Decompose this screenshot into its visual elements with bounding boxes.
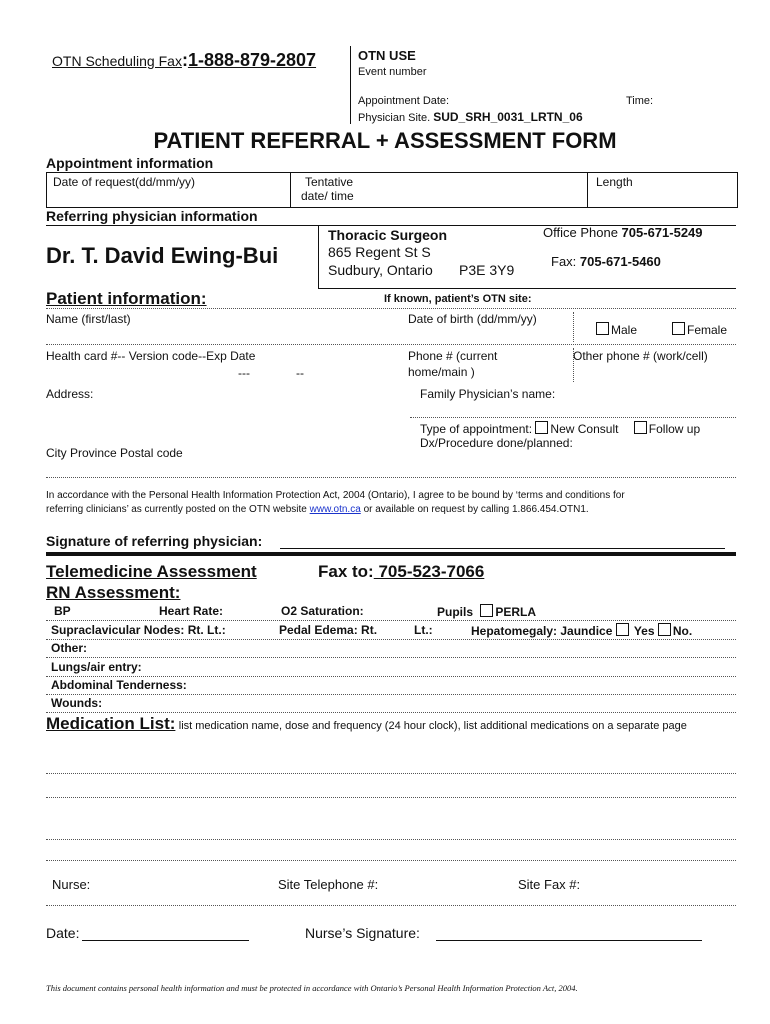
nurse-signature-line[interactable] [436, 940, 702, 941]
patient-name-field[interactable]: Name (first/last) [46, 312, 131, 326]
supraclavicular-field[interactable]: Supraclavicular Nodes: Rt. Lt.: [51, 623, 226, 637]
health-card-dash-2: -- [296, 366, 304, 380]
appointment-type [420, 421, 700, 436]
rn-rule-2 [46, 639, 736, 640]
rn-rule-5 [46, 694, 736, 695]
bp-field[interactable]: BP [54, 604, 71, 618]
patient-otn-site-label: If known, patient’s OTN site: [384, 293, 532, 305]
site-telephone-field[interactable]: Site Telephone #: [278, 877, 379, 892]
medication-list [46, 714, 687, 734]
family-physician-rule [410, 417, 736, 418]
referring-address: 865 Regent St S [328, 244, 431, 260]
consent-line-2-post: or available on request by calling 1.866.454.OTN1. [363, 504, 589, 515]
consent-line-2-pre: referring clinicians’ as currently posted on the OTN website [46, 504, 307, 515]
telemedicine-fax-number: 705-523-7066 [373, 562, 485, 581]
otn-use-label: OTN USE [358, 48, 416, 63]
dob-divider [573, 312, 574, 342]
referring-bottom-rule [318, 288, 736, 289]
header-divider [350, 46, 351, 124]
rn-rule-6 [46, 712, 736, 713]
footer-notice: This document contains personal health information and must be protected in accordance with Ontario’s Personal Health Information Protection Act, 2004. [46, 983, 578, 993]
physician-site [358, 110, 583, 124]
female-checkbox[interactable] [672, 322, 685, 335]
appointment-date-label: Appointment Date: [358, 95, 450, 107]
office-phone-number: 705-671-5249 [621, 225, 703, 240]
medication-line-3[interactable] [46, 839, 736, 840]
telemedicine-heading: Telemedicine Assessment [46, 562, 257, 581]
length-field[interactable]: Length [596, 175, 633, 189]
referring-specialty: Thoracic Surgeon [328, 227, 448, 243]
new-consult-checkbox[interactable] [535, 421, 548, 434]
yes-label: Yes [633, 624, 655, 638]
no-checkbox[interactable] [658, 623, 671, 636]
perla-checkbox[interactable] [480, 604, 493, 617]
patient-bottom-rule [46, 477, 736, 478]
no-label: No. [672, 624, 693, 638]
pedal-edema-lt-field[interactable]: Lt.: [414, 623, 433, 637]
family-physician-field[interactable]: Family Physician’s name: [420, 387, 556, 401]
time-label: Time: [626, 95, 654, 107]
female-option[interactable] [672, 322, 727, 337]
pupils-label: Pupils [437, 605, 474, 619]
dx-procedure-field[interactable]: Dx/Procedure done/planned: [420, 436, 573, 450]
consent-line-2 [46, 503, 736, 517]
address-field[interactable]: Address: [46, 387, 94, 401]
signature-label: Signature of referring physician: [46, 533, 263, 549]
otn-fax-label: OTN Scheduling Fax [52, 53, 182, 69]
telemedicine-fax-label: Fax to: [318, 562, 374, 581]
appointment-heading: Appointment information [46, 155, 214, 171]
male-option[interactable] [596, 322, 637, 337]
patient-dob-field[interactable]: Date of birth (dd/mm/yy) [408, 312, 537, 326]
consent-text [46, 489, 736, 517]
health-card-dash-1: --- [238, 366, 250, 380]
male-checkbox[interactable] [596, 322, 609, 335]
otn-fax-number: 1-888-879-2807 [187, 50, 317, 70]
referring-doctor-name: Dr. T. David Ewing-Bui [46, 243, 279, 268]
heart-rate-field[interactable]: Heart Rate: [159, 604, 224, 618]
rn-rule-3 [46, 657, 736, 658]
event-number-label: Event number [358, 66, 427, 78]
fax-colon: : [181, 50, 188, 70]
patient-rule [46, 308, 736, 309]
rn-rule-1 [46, 620, 736, 621]
jaundice-checkbox[interactable] [616, 623, 629, 636]
patient-heading: Patient information: [46, 289, 207, 308]
referring-divider [318, 226, 319, 288]
date-of-request-field[interactable]: Date of request(dd/mm/yy) [53, 175, 196, 189]
medication-line-4[interactable] [46, 860, 736, 861]
pupils [437, 604, 536, 619]
patient-rule-2 [46, 344, 736, 345]
rn-rule-4 [46, 676, 736, 677]
health-card-field[interactable]: Health card #-- Version code--Exp Date [46, 349, 256, 363]
otn-website-link[interactable]: www.otn.ca [309, 504, 361, 515]
medication-line-2[interactable] [46, 797, 736, 798]
site-fax-field[interactable]: Site Fax #: [518, 877, 581, 892]
medication-note: list medication name, dose and frequency (24 hour clock), list additional medications on a separate page [178, 720, 687, 732]
appt-divider-2 [587, 173, 588, 207]
new-consult-label: New Consult [550, 422, 619, 436]
pedal-edema-field[interactable]: Pedal Edema: Rt. [279, 623, 378, 637]
other-phone-field[interactable]: Other phone # (work/cell) [573, 349, 708, 363]
referring-fax-number: 705-671-5460 [579, 254, 661, 269]
hepatomegaly [471, 623, 692, 638]
phone-field-line2: home/main ) [408, 365, 475, 379]
physician-site-value: SUD_SRH_0031_LRTN_06 [433, 110, 583, 124]
nurse-signature-label: Nurse’s Signature: [305, 925, 420, 941]
tentative-field[interactable]: Tentative [305, 175, 354, 189]
referring-fax [551, 254, 661, 269]
referring-heading: Referring physician information [46, 208, 258, 224]
referring-fax-label: Fax: [551, 254, 577, 269]
follow-up-checkbox[interactable] [634, 421, 647, 434]
signature-line[interactable] [280, 548, 725, 549]
form-title: PATIENT REFERRAL + ASSESSMENT FORM [153, 128, 617, 153]
referring-city: Sudbury, Ontario [328, 262, 433, 278]
office-phone-label: Office Phone [543, 225, 618, 240]
telemedicine-fax [318, 562, 484, 582]
lungs-field[interactable]: Lungs/air entry: [51, 660, 142, 674]
perla-label: PERLA [495, 605, 537, 619]
nurse-field[interactable]: Nurse: [52, 877, 91, 892]
section-divider-bar [46, 552, 736, 556]
city-province-postal-field[interactable]: City Province Postal code [46, 446, 183, 460]
referring-postal: P3E 3Y9 [459, 262, 515, 278]
appointment-type-label: Type of appointment: [420, 422, 533, 436]
nurse-rule [46, 905, 736, 906]
consent-line-1: In accordance with the Personal Health Information Protection Act, 2004 (Ontario), I agree to be bound by ‘terms and conditions for [46, 490, 625, 501]
rn-assessment-heading: RN Assessment: [46, 583, 181, 602]
follow-up-label: Follow up [648, 422, 701, 436]
hepatomegaly-label: Hepatomegaly: Jaundice [471, 624, 613, 638]
otn-fax-header [52, 50, 316, 71]
female-label: Female [687, 323, 728, 337]
date-line[interactable] [82, 940, 249, 941]
medication-line-1[interactable] [46, 773, 736, 774]
male-label: Male [611, 323, 638, 337]
abdominal-field[interactable]: Abdominal Tenderness: [51, 678, 187, 692]
appt-divider-1 [290, 173, 291, 207]
office-phone [543, 225, 703, 240]
other-field[interactable]: Other: [51, 641, 87, 655]
medication-heading: Medication List: [46, 714, 176, 733]
date-time-label: date/ time [301, 189, 354, 203]
physician-site-label: Physician Site. [358, 112, 431, 124]
phone-field-line1[interactable]: Phone # (current [408, 349, 498, 363]
appointment-box [46, 172, 738, 208]
wounds-field[interactable]: Wounds: [51, 696, 103, 710]
o2-saturation-field[interactable]: O2 Saturation: [281, 604, 364, 618]
date-label: Date: [46, 925, 80, 941]
